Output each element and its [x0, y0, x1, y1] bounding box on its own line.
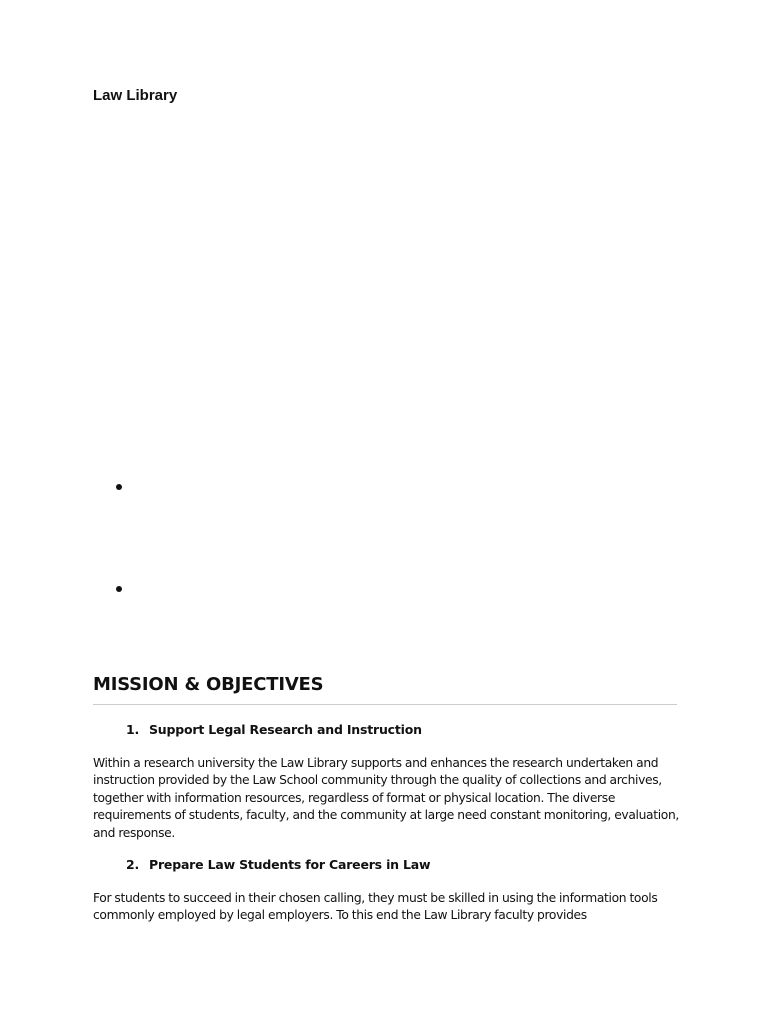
section-heading: MISSION & OBJECTIVES: [93, 672, 677, 705]
objective-number: 2.: [125, 857, 139, 872]
objective-title: Support Legal Research and Instruction: [149, 722, 422, 737]
objective-number: 1.: [125, 722, 139, 737]
objective-body-2: For students to succeed in their chosen calling, they must be skilled in using the information tools commonly employed by legal employers. To this end the Law Library faculty provides: [93, 891, 658, 923]
objective-heading-2: [93, 856, 677, 874]
empty-list-bullet: [115, 585, 123, 593]
bullet-dot: [116, 484, 122, 490]
empty-list-bullet: [115, 483, 123, 491]
bullet-dot: [116, 586, 122, 592]
page-title: Law Library: [93, 87, 178, 104]
objective-body-1: Within a research university the Law Library supports and enhances the research undertaken and instruction provided by the Law School community through the quality of collections and archives, together with information resources, regardless of format or physical location. The diverse requirements of students, faculty, and the community at large need constant monitoring, evaluation, and response.: [93, 756, 679, 840]
objective-heading-1: [93, 721, 677, 739]
objective-title: Prepare Law Students for Careers in Law: [149, 857, 431, 872]
